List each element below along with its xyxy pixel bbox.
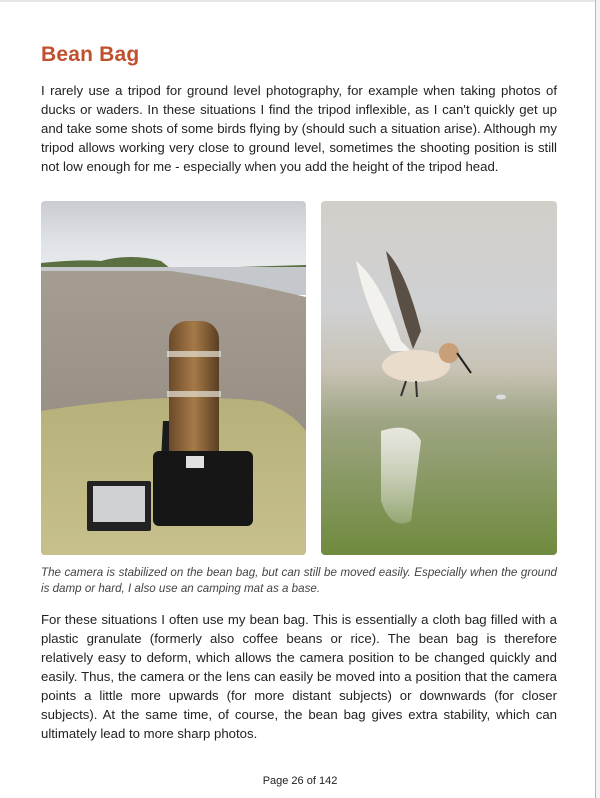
intro-paragraph: I rarely use a tripod for ground level photography, for example when taking photos of ducks or waders. In these situations I find the tripod inflexible, as I can't quickly get up and take some shots of some birds flying by (should such a situation arise). Although my tripod allows working very close to ground level, sometimes the shooting position is still not low enough for me - especially when you add the height of the tripod head. (41, 83, 557, 174)
photo-wading-bird (321, 201, 557, 555)
body-paragraph: For these situations I often use my bean bag. This is essentially a cloth bag filled with a plastic granulate (formerly also coffee beans or rice). The bean bag is therefore relatively easy to deform, which allows the camera position to be changed quickly and easily. Thus, the camera or the lens can easily be moved into a position that the camera points a little more upwards (for more distant subjects) or downwards (for closer subjects). At the same time, of course, the bean bag gives extra stability, which can ultimately lead to more sharp photos. (41, 612, 557, 741)
page-indicator: Page 26 of 142 (262, 775, 338, 787)
image-caption: The camera is stabilized on the bean bag, but can still be moved easily. Especially when the ground is damp or hard, I also use an camping mat as a base. (41, 566, 557, 595)
scrollbar[interactable] (595, 0, 600, 798)
top-border (0, 0, 600, 2)
section-heading: Bean Bag (41, 43, 140, 66)
photo-camera-on-bean-bag (41, 201, 306, 555)
